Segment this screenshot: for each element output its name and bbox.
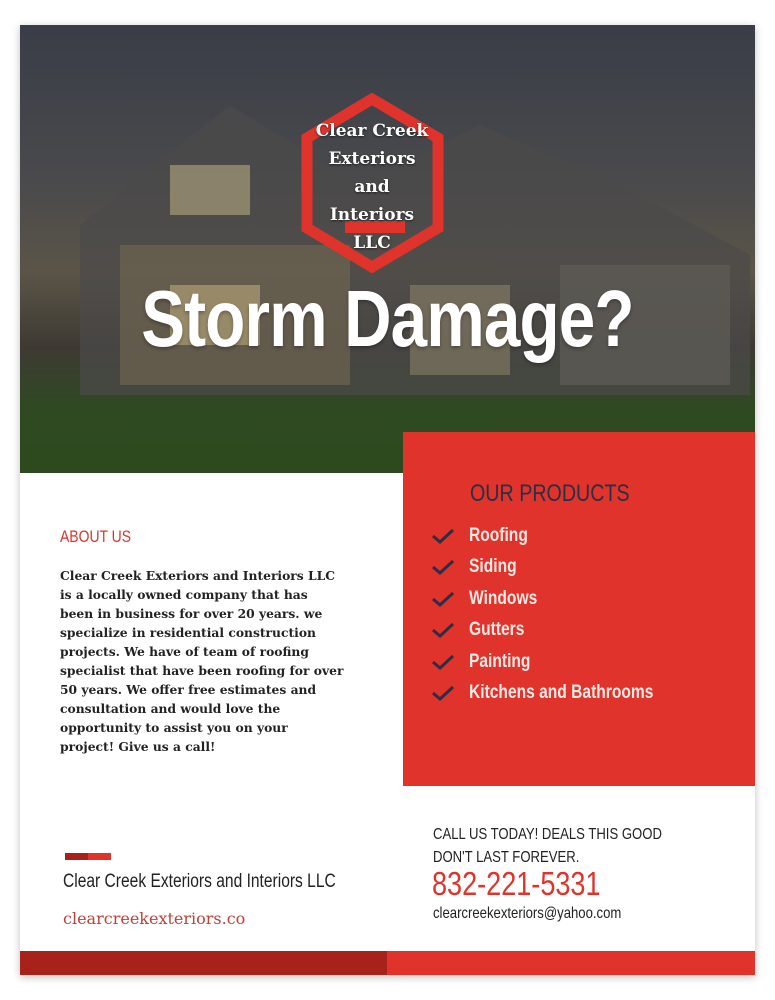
list-item: [431, 552, 694, 584]
product-label: Roofing: [469, 524, 528, 546]
logo-line: Interiors: [329, 205, 415, 225]
products-panel: [403, 432, 755, 786]
about-text: Clear Creek Exteriors and Interiors LLC is a locally owned company that has been in business for over 20 years. we specialize in residential construction projects. We have of team of roofing specialist that have been roofing for over 50 years. We offer free estimates and consultation and would love the opportunity to assist you on your project! Give us a call!: [60, 568, 344, 754]
list-item: [431, 646, 694, 678]
about-title: ABOUT US: [60, 527, 132, 546]
call-to-action: CALL US TODAY! DEALS THIS GOOD DON'T LAST FOREVER.: [433, 826, 662, 866]
logo-line: LLC: [353, 233, 391, 253]
product-label: Painting: [469, 650, 531, 672]
phone-number[interactable]: 832-221-5331: [432, 865, 601, 902]
list-item: [431, 678, 694, 710]
logo-line: and: [354, 177, 390, 197]
product-label: Gutters: [469, 619, 525, 641]
products-list: [431, 520, 694, 709]
checkmark-icon: [431, 684, 455, 702]
hero-house-photo: [20, 25, 755, 473]
checkmark-icon: [431, 621, 455, 639]
checkmark-icon: [431, 558, 455, 576]
flyer-page: [20, 25, 755, 975]
logo-line: Exteriors: [328, 149, 416, 169]
accent-bar: [65, 853, 111, 860]
checkmark-icon: [431, 527, 455, 545]
logo-text: [302, 117, 442, 257]
footer-bar-left: [20, 951, 387, 975]
product-label: Siding: [469, 556, 517, 578]
list-item: [431, 615, 694, 647]
products-title: OUR PRODUCTS: [470, 480, 630, 507]
email-address[interactable]: clearcreekexteriors@yahoo.com: [433, 905, 622, 922]
product-label: Kitchens and Bathrooms: [469, 682, 654, 704]
checkmark-icon: [431, 653, 455, 671]
website-link[interactable]: clearcreekexteriors.co: [63, 909, 246, 928]
company-name: Clear Creek Exteriors and Interiors LLC: [63, 871, 336, 892]
list-item: [431, 583, 694, 615]
footer-bar-right: [387, 951, 755, 975]
list-item: [431, 520, 694, 552]
product-label: Windows: [469, 587, 538, 609]
headline: Storm Damage?: [141, 274, 634, 363]
checkmark-icon: [431, 590, 455, 608]
logo-line: Clear Creek: [315, 121, 429, 141]
